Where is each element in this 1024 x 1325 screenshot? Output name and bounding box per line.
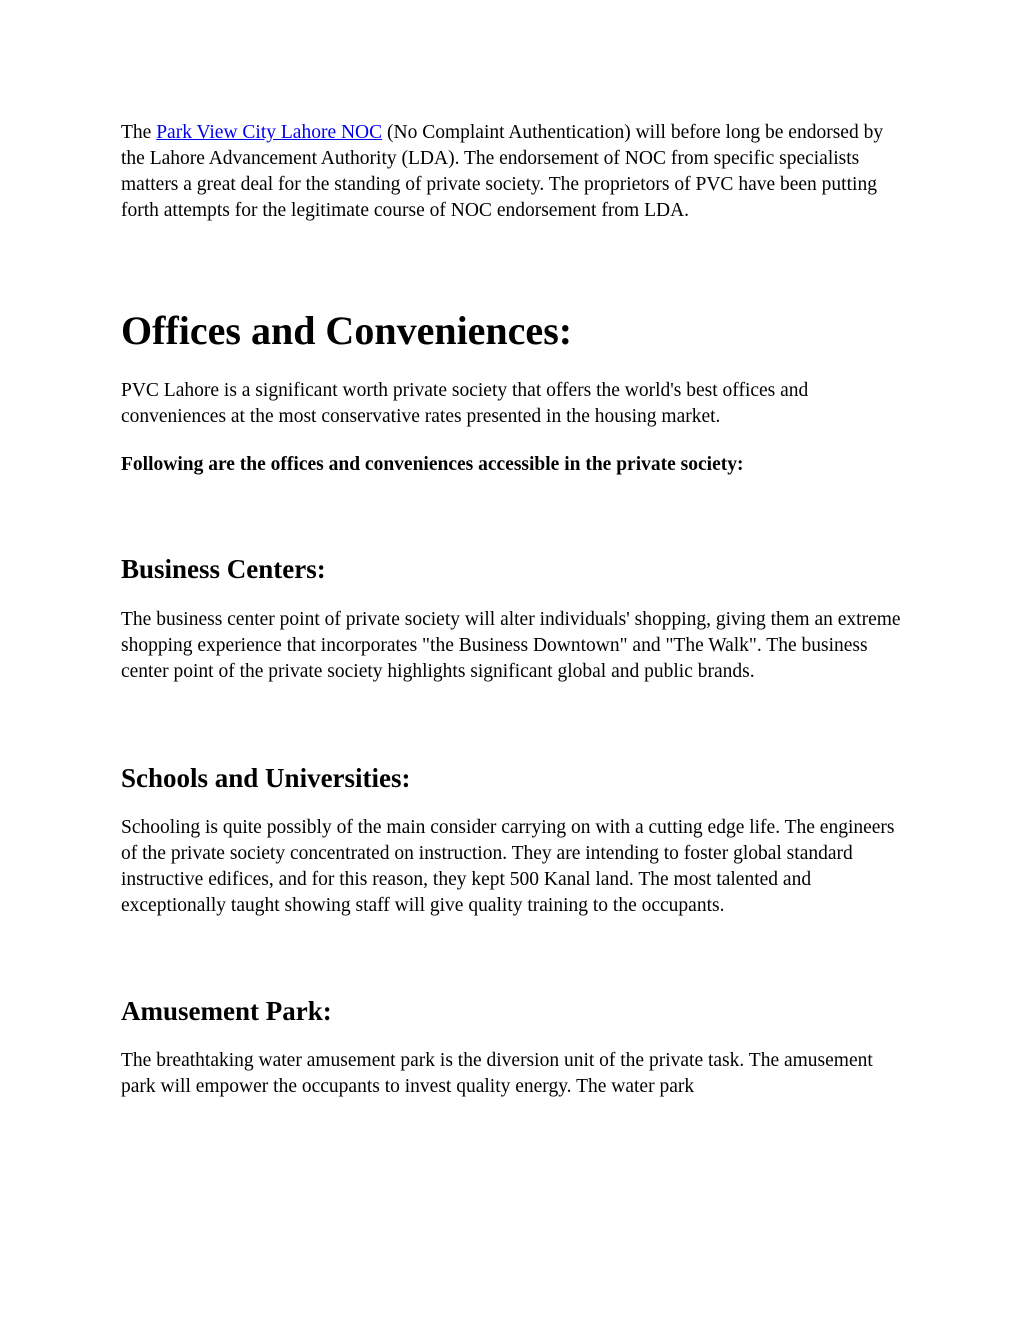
schools-heading: Schools and Universities: — [121, 763, 411, 793]
schools-paragraph: Schooling is quite possibly of the main consider carrying on with a cutting edge life. The engineers of the private society concentrated on instruction. They are intending to foster global standard instructive edifices, and for this reason, they kept 500 Kanal land. The most talented and exceptionally taught showing staff will give quality training to the occupants. — [121, 817, 895, 916]
intro-text: (No Complaint Authentication) will before long be endorsed by the Lahore Advancement Authority (LDA). The endorsement of NOC from specific specialists matters a great deal for the standing of private society. The proprietors of PVC have been putting forth attempts for the legitimate course of NOC endorsement from LDA. — [121, 122, 884, 221]
following-lead-text: Following are the offices and conveniences accessible in the private society: — [121, 454, 744, 475]
amusement-park-paragraph: The breathtaking water amusement park is the diversion unit of the private task. The amusement park will empower the occupants to invest quality energy. The water park — [121, 1050, 873, 1097]
offices-paragraph: PVC Lahore is a significant worth private society that offers the world's best offices and conveniences at the most conservative rates presented in the housing market. — [121, 380, 809, 427]
amusement-park-heading: Amusement Park: — [121, 996, 332, 1026]
intro-paragraph — [121, 120, 911, 224]
intro-prefix: The — [121, 122, 157, 143]
park-view-city-noc-link[interactable]: Park View City Lahore NOC — [156, 122, 383, 143]
business-centers-paragraph: The business center point of private society will alter individuals' shopping, giving them an extreme shopping experience that incorporates "the Business Downtown" and "The Walk". The business center point of the private society highlights significant global and public brands. — [121, 609, 901, 682]
offices-heading: Offices and Conveniences: — [121, 308, 573, 353]
document-page — [121, 120, 911, 1100]
business-centers-heading: Business Centers: — [121, 554, 326, 584]
